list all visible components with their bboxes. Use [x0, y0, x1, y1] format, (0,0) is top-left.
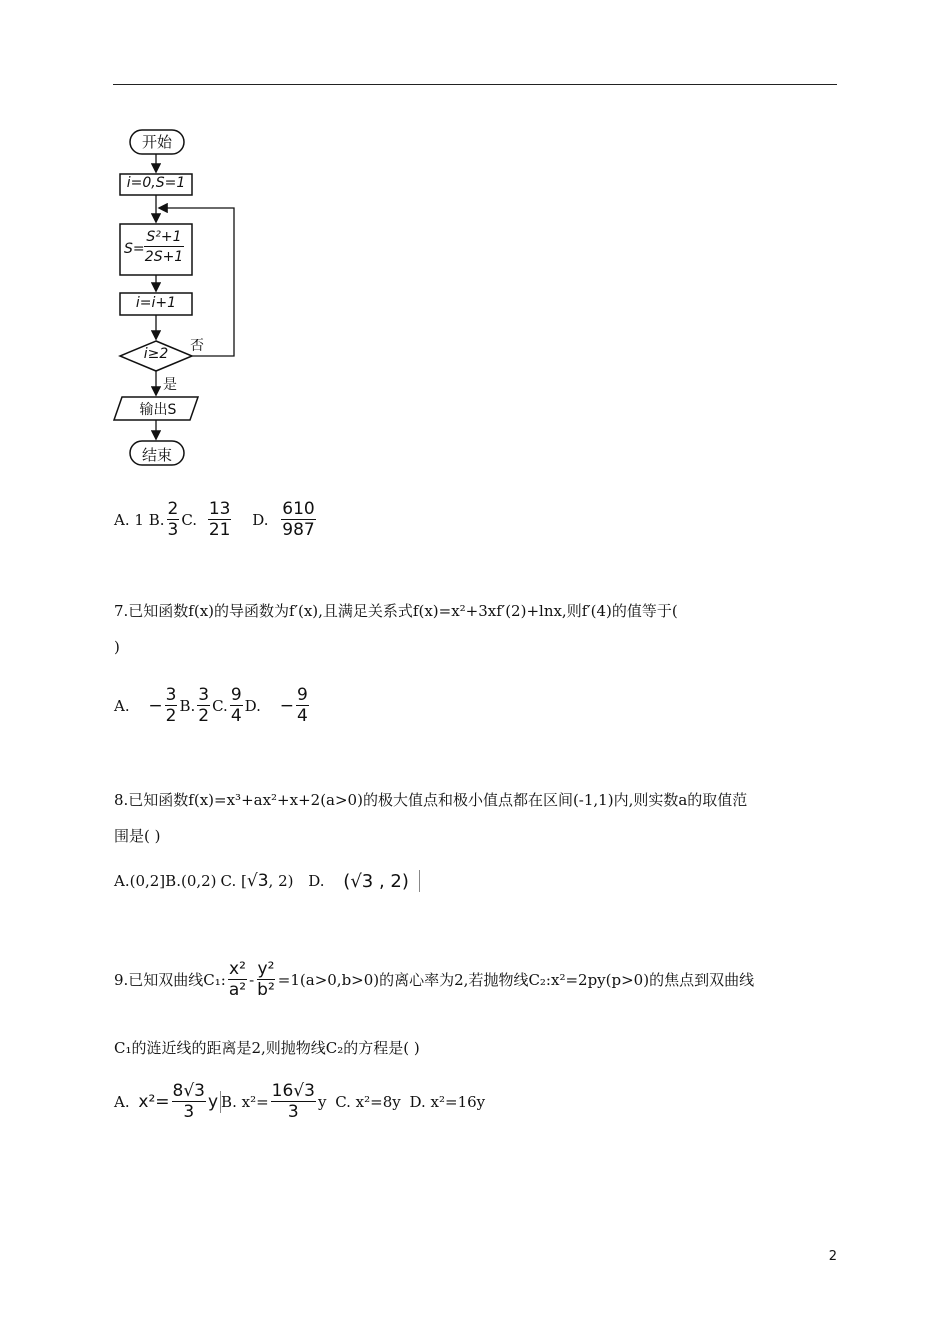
q6-options [114, 500, 318, 539]
q7-option-c-prefix: C. [212, 696, 228, 715]
flowchart-assign-lhs: S= [124, 241, 145, 257]
q9-options [114, 1082, 485, 1121]
q9-a-den: 3 [183, 1102, 195, 1122]
q9-option-c: C. x²=8y [335, 1092, 401, 1111]
q7-option-d-prefix: D. [244, 696, 261, 715]
q8-stem-line2: 围是( ) [114, 827, 161, 845]
q7-b-num: 3 [198, 685, 210, 705]
q9-option-b-frac [271, 1082, 316, 1121]
q6-d-num: 610 [282, 499, 315, 519]
q9-option-d: D. x²=16y [409, 1092, 486, 1111]
q9-stem-suffix: =1(a>0,b>0)的离心率为2,若抛物线C₂:x²=2py(p>0)的焦点到双曲线 [277, 971, 755, 989]
flowchart-condition-label: i≥2 [143, 346, 169, 362]
q8-separator [419, 870, 420, 892]
q7-option-a-prefix: A. [114, 696, 130, 715]
flowchart-yes-label: 是 [163, 377, 177, 393]
flowchart-no-label: 否 [190, 338, 204, 354]
q9-option-a-prefix: A. [114, 1092, 130, 1111]
q9-option-a-lhs: x²= [138, 1091, 170, 1112]
q7-option-a-frac [165, 686, 178, 725]
flowchart-init-label: i=0,S=1 [126, 175, 186, 191]
q7-d-sign: − [279, 695, 294, 716]
q9-stem-line2: C₁的涟近线的距离是2,则抛物线C₂的方程是( ) [114, 1039, 420, 1057]
q6-option-c-frac [208, 500, 232, 539]
q9-option-b-prefix: B. x²= [221, 1092, 269, 1111]
q6-d-den: 987 [282, 520, 315, 540]
q7-d-den: 4 [296, 706, 308, 726]
q7-c-den: 4 [230, 706, 242, 726]
q8-option-a: A.(0,2] [114, 872, 166, 890]
q9-f2-num: y² [257, 959, 275, 979]
q7-c-num: 9 [230, 685, 242, 705]
q7-a-den: 2 [165, 706, 177, 726]
q9-option-a-frac [172, 1082, 206, 1121]
q7-a-sign: − [148, 695, 163, 716]
q7-option-d-frac [296, 686, 309, 725]
q7-stem-line1: 7.已知函数f(x)的导函数为f′(x),且满足关系式f(x)=x²+3xf′(2)+lnx,则f′(4)的值等于( [114, 602, 678, 620]
q7-option-c-frac [230, 686, 243, 725]
q6-option-c-prefix: C. [181, 510, 198, 529]
q6-b-den: 3 [167, 520, 179, 540]
q6-option-d-frac [281, 500, 315, 539]
q9-stem-prefix: 9.已知双曲线C₁: [114, 971, 226, 989]
q9-f2-den: b² [257, 980, 275, 1000]
q9-a-num: 8√3 [172, 1081, 205, 1101]
q6-option-b-frac [167, 500, 180, 539]
q9-f1-num: x² [229, 959, 246, 979]
q7-options [114, 686, 311, 725]
flowchart-assign-num: S²+1 [144, 229, 184, 247]
q9-minus: - [249, 970, 255, 989]
q6-option-d-prefix: D. [252, 510, 269, 529]
q9-stem-line1 [114, 960, 754, 999]
q9-option-b-var: y [317, 1092, 327, 1111]
q8-option-c-suffix: , 2) [268, 872, 294, 890]
q8-option-c-prefix: C. [ [220, 872, 247, 890]
q9-b-den: 3 [287, 1102, 299, 1122]
header-rule [113, 84, 837, 85]
q7-option-b-prefix: B. [179, 696, 196, 715]
q6-option-a: A. 1 [114, 510, 144, 529]
flowchart-end-label: 结束 [141, 446, 172, 464]
q9-b-num: 16√3 [271, 1081, 315, 1101]
q8-option-d-prefix: D. [308, 872, 325, 890]
q6-c-num: 13 [208, 499, 231, 519]
q8-option-d-value: (√3 , 2) [343, 870, 409, 892]
q8-option-b: B.(0,2) [165, 872, 217, 890]
q7-option-b-frac [197, 686, 210, 725]
q9-fraction-x [228, 960, 247, 999]
q6-c-den: 21 [208, 520, 231, 540]
flowchart-increment-label: i=i+1 [135, 295, 177, 311]
q7-stem-line2: ) [114, 638, 120, 656]
q9-fraction-y [256, 960, 276, 999]
q6-option-b-prefix: B. [148, 510, 165, 529]
q6-b-num: 2 [167, 499, 179, 519]
q8-stem-line1: 8.已知函数f(x)=x³+ax²+x+2(a>0)的极大值点和极小值点都在区间(-1,1)内,则实数a的取值范 [114, 791, 748, 809]
q8-option-c-sqrt: √3 [246, 871, 269, 891]
flowchart-start-label: 开始 [141, 133, 172, 151]
q7-a-num: 3 [165, 685, 177, 705]
q7-b-den: 2 [198, 706, 210, 726]
q8-options [114, 870, 420, 892]
flowchart-assign-den: 2S+1 [144, 249, 184, 265]
q7-d-num: 9 [296, 685, 308, 705]
q9-f1-den: a² [228, 980, 247, 1000]
q9-option-a-var: y [207, 1091, 219, 1112]
page-number: 2 [828, 1249, 837, 1264]
flowchart-output-label: 输出S [139, 402, 177, 418]
